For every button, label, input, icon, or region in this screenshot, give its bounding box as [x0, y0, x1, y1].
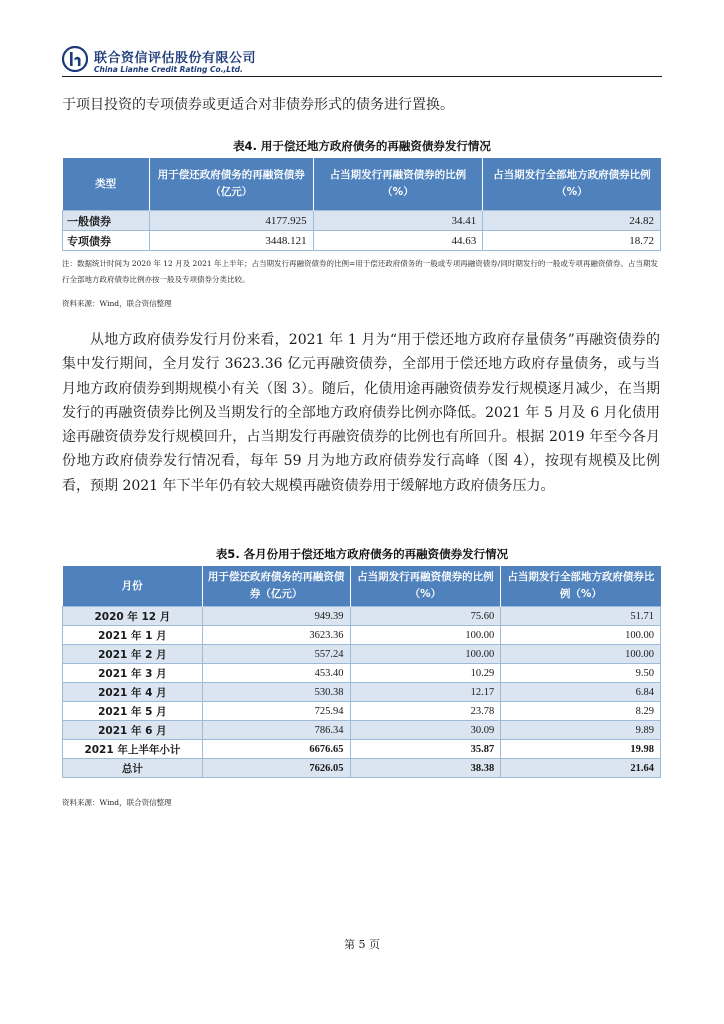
- table-row: [63, 702, 661, 721]
- table-row: [63, 231, 661, 251]
- table4-header-amount: 用于偿还政府债务的再融资债券（亿元）: [149, 158, 313, 211]
- table4-header-refi-ratio: 占当期发行再融资债券的比例（%）: [313, 158, 483, 211]
- page-header: [62, 44, 662, 80]
- table-row: [63, 721, 661, 740]
- table-row: [63, 645, 661, 664]
- table-row: [63, 211, 661, 231]
- cell-refi-ratio: 10.29: [350, 664, 501, 683]
- table4-header-row: [63, 158, 661, 211]
- cell-refi-ratio: 100.00: [350, 626, 501, 645]
- cell-refi-ratio: 75.60: [350, 607, 501, 626]
- row-label: 2021 年上半年小计: [63, 740, 203, 759]
- cell-all-ratio: 19.98: [501, 740, 661, 759]
- cell-amount: 786.34: [202, 721, 350, 740]
- table-row: [63, 664, 661, 683]
- cell-amount: 6676.65: [202, 740, 350, 759]
- cell-refi-ratio: 38.38: [350, 759, 501, 778]
- cell-amount: 949.39: [202, 607, 350, 626]
- row-label: 2021 年 5 月: [63, 702, 203, 721]
- cell-all-ratio: 100.00: [501, 626, 661, 645]
- table5-source: 资料来源：Wind，联合资信整理: [62, 798, 172, 807]
- cell-refi-ratio: 12.17: [350, 683, 501, 702]
- cell-amount: 725.94: [202, 702, 350, 721]
- table-row: [63, 683, 661, 702]
- table5-caption: 表5. 各月份用于偿还地方政府债务的再融资债券发行情况: [215, 547, 509, 561]
- body-paragraph: 从地方政府债券发行月份来看，2021 年 1 月为“用于偿还地方政府存量债务”再融资债券的集中发行期间，全月发行 3623.36 亿元再融资债券，全部用于偿还地方政府存量债务，或与当月地方政府债券到期规模小有关（图 3）。随后，化债用途再融资债券发行规模逐月减少，在当期发行的再融资债券比例及当期发行的全部地方政府债券比例亦降低。2021 年 5 月及 6 月化债用途再融资债券发行规模回升，占当期发行再融资债券的比例也有所回升。根据 2019 年至今各月份地方政府债券发行情况看，每年 59 月为地方政府债券发行高峰（图 4），按现有规模及比例看，预期 2021 年下半年仍有较大规模再融资债券用于缓解地方政府债务压力。: [62, 332, 660, 494]
- table5: [62, 566, 661, 778]
- table-row: [63, 607, 661, 626]
- cell-all-ratio: 21.64: [501, 759, 661, 778]
- cell-amount: 4177.925: [149, 211, 313, 231]
- table-row-subtotal: [63, 740, 661, 759]
- cell-all-ratio: 6.84: [501, 683, 661, 702]
- intro-paragraph: 于项目投资的专项债券或更适合对非债券形式的债务进行置换。: [62, 97, 454, 113]
- cell-amount: 7626.05: [202, 759, 350, 778]
- table5-header-amount: 用于偿还政府债务的再融资债券（亿元）: [202, 566, 350, 607]
- row-label: 2021 年 6 月: [63, 721, 203, 740]
- table4: [62, 158, 661, 251]
- cell-refi-ratio: 30.09: [350, 721, 501, 740]
- page-number: 第 5 页: [344, 938, 380, 951]
- table-row: [63, 626, 661, 645]
- table5-header-refi-ratio: 占当期发行再融资债券的比例（%）: [350, 566, 501, 607]
- cell-refi-ratio: 44.63: [313, 231, 483, 251]
- table4-caption: 表4. 用于偿还地方政府债务的再融资债券发行情况: [233, 139, 491, 153]
- row-label: 总计: [63, 759, 203, 778]
- table-row-total: [63, 759, 661, 778]
- row-label: 2020 年 12 月: [63, 607, 203, 626]
- header-divider: [62, 76, 662, 77]
- table5-header-all-ratio: 占当期发行全部地方政府债券比例（%）: [501, 566, 661, 607]
- cell-amount: 453.40: [202, 664, 350, 683]
- cell-refi-ratio: 34.41: [313, 211, 483, 231]
- table5-header-month: 月份: [63, 566, 203, 607]
- cell-all-ratio: 9.89: [501, 721, 661, 740]
- cell-refi-ratio: 100.00: [350, 645, 501, 664]
- table4-source: 资料来源：Wind，联合资信整理: [62, 299, 172, 308]
- cell-refi-ratio: 35.87: [350, 740, 501, 759]
- cell-all-ratio: 51.71: [501, 607, 661, 626]
- cell-all-ratio: 8.29: [501, 702, 661, 721]
- cell-amount: 557.24: [202, 645, 350, 664]
- row-label: 2021 年 2 月: [63, 645, 203, 664]
- row-label: 2021 年 3 月: [63, 664, 203, 683]
- cell-all-ratio: 9.50: [501, 664, 661, 683]
- table4-header-type: 类型: [63, 158, 150, 211]
- cell-amount: 530.38: [202, 683, 350, 702]
- table4-note: 注：数据统计时间为 2020 年 12 月及 2021 年上半年；占当期发行再融资债券的比例=用于偿还政府债务的一般或专项再融资债券/同时期发行的一般或专项再融资债券。占当期发行全部地方政府债券比例亦按一般及专项债券分类比较。: [62, 259, 658, 284]
- cell-all-ratio: 18.72: [483, 231, 661, 251]
- company-logo-icon: [62, 46, 88, 72]
- company-name-cn: 联合资信评估股份有限公司: [94, 51, 257, 66]
- cell-refi-ratio: 23.78: [350, 702, 501, 721]
- row-label: 2021 年 1 月: [63, 626, 203, 645]
- table5-header-row: [63, 566, 661, 607]
- cell-all-ratio: 24.82: [483, 211, 661, 231]
- row-label: 2021 年 4 月: [63, 683, 203, 702]
- row-label: 一般债券: [63, 211, 150, 231]
- cell-all-ratio: 100.00: [501, 645, 661, 664]
- cell-amount: 3448.121: [149, 231, 313, 251]
- table4-header-all-ratio: 占当期发行全部地方政府债券比例（%）: [483, 158, 661, 211]
- cell-amount: 3623.36: [202, 626, 350, 645]
- company-name-en: China Lianhe Credit Rating Co.,Ltd.: [94, 65, 243, 74]
- row-label: 专项债券: [63, 231, 150, 251]
